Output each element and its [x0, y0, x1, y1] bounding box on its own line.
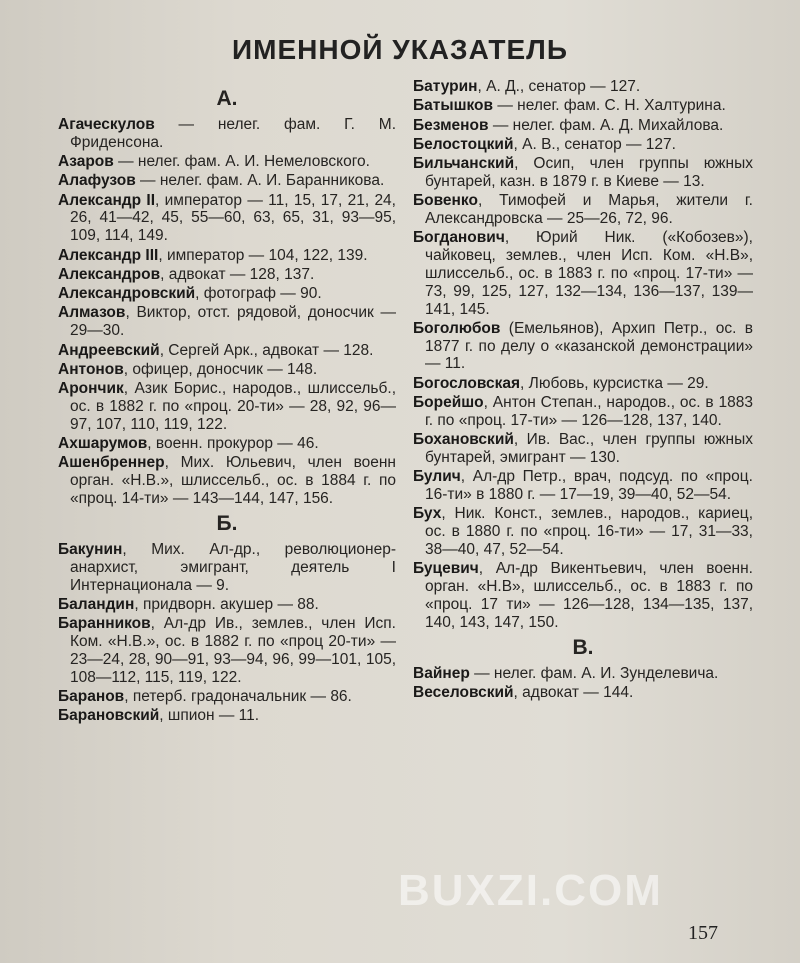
- entry-description: — нелег. фам. А. И. Немеловского.: [113, 153, 370, 171]
- entry-description: , Мих. Юльевич, член военн орган. «Н.В.», шлиссельб., ос. в 1884 г. по «проц. 14-ти» — 143—144, 147, 156.: [70, 454, 396, 507]
- entry-description: , шпион — 11.: [159, 707, 260, 725]
- index-entry: [413, 136, 753, 154]
- index-entry: [413, 684, 753, 702]
- entry-surname: Безменов: [413, 116, 489, 134]
- entry-surname: Алафузов: [58, 172, 136, 190]
- entry-description: , петерб. градоначальник — 86.: [124, 688, 352, 706]
- entry-surname: Бух: [413, 505, 442, 523]
- index-entry: [58, 454, 396, 507]
- entry-surname: Ашенбреннер: [58, 454, 165, 472]
- index-entry: [58, 285, 396, 303]
- entry-description: , придворн. акушер — 88.: [134, 596, 319, 614]
- entry-surname: Баранов: [58, 688, 125, 706]
- entry-surname: Бовенко: [413, 192, 478, 210]
- entry-description: — нелег. фам. С. Н. Халтурина.: [493, 97, 726, 115]
- page-number: 157: [688, 922, 718, 944]
- entry-surname: Алмазов: [58, 304, 126, 322]
- entry-surname: Александр II: [58, 191, 156, 209]
- index-entry: [58, 192, 396, 245]
- section-letter: В.: [572, 635, 594, 659]
- entry-description: , Осип, член группы южных бунтарей, казн. в 1879 г. в Киеве — 13.: [425, 155, 753, 190]
- entry-description: , Виктор, отст. рядовой, доносчик — 29—30.: [70, 304, 396, 340]
- entry-surname: Бакунин: [58, 541, 123, 559]
- entry-surname: Богданович: [413, 229, 505, 247]
- index-entry: [413, 155, 753, 191]
- index-entry: [413, 394, 753, 430]
- index-entry: [413, 229, 753, 318]
- entry-description: , Любовь, курсистка — 29.: [520, 374, 709, 392]
- entry-description: , А. В., сенатор — 127.: [513, 135, 676, 153]
- section-letter: Б.: [216, 512, 238, 536]
- entry-surname: Вайнер: [413, 664, 470, 682]
- index-entry: [58, 304, 396, 340]
- entry-surname: Батурин: [413, 78, 478, 95]
- entry-surname: Барановский: [58, 707, 160, 725]
- entry-surname: Андреевский: [58, 341, 160, 359]
- entry-surname: Веселовский: [413, 684, 514, 702]
- entry-description: , адвокат — 128, 137.: [160, 265, 315, 283]
- entry-description: , Ив. Вас., член группы южных бунтарей, эмигрант — 130.: [425, 431, 753, 466]
- entry-description: — нелег. фам. А. И. Баранникова.: [135, 172, 385, 190]
- entry-surname: Булич: [413, 468, 461, 486]
- entry-description: — нелег. фам. А. И. Зунделевича.: [469, 664, 719, 682]
- index-entry: [413, 560, 753, 631]
- entry-surname: Баранников: [58, 615, 151, 633]
- index-column-right: [413, 78, 753, 704]
- index-entry: [58, 615, 396, 686]
- page-title: ИМЕННОЙ УКАЗАТЕЛЬ: [232, 34, 568, 65]
- entry-description: — нелег. фам. Г. М. Фриденсона.: [70, 116, 396, 151]
- index-entry: [58, 541, 396, 594]
- entry-description: , Антон Степан., народов., ос. в 1883 г. по «проц. 17-ти» — 126—128, 137, 140.: [425, 394, 753, 429]
- entry-description: , Ал-др Петр., врач, подсуд. по «проц. 16-ти» в 1880 г. — 17—19, 39—40, 52—54.: [425, 468, 753, 504]
- entry-surname: Александров: [58, 265, 161, 283]
- entry-surname: Арончик: [58, 380, 124, 398]
- entry-surname: Бохановский: [413, 431, 514, 449]
- index-entry: [413, 78, 753, 96]
- index-entry: [58, 688, 396, 706]
- section-letter: А.: [216, 87, 238, 110]
- entry-description: , офицер, доносчик — 148.: [123, 360, 318, 378]
- entry-surname: Борейшо: [413, 394, 484, 412]
- index-entry: [413, 665, 753, 683]
- entry-description: (Емельянов), Архип Петр., ос. в 1877 г. по делу о «казанской демонстрации» — 11.: [425, 319, 753, 373]
- entry-surname: Александровский: [58, 285, 196, 303]
- entry-description: , Ал-др Викентьевич, член военн. орган. «Н.В», шлиссельб., ос. в 1883 г. по «проц. 17 ти» — 126—128, 134—135, 137, 140, 143, 147, 150.: [425, 560, 753, 631]
- entry-surname: Боголюбов: [413, 319, 501, 337]
- entry-surname: Бильчанский: [413, 155, 515, 173]
- entry-surname: Азаров: [58, 153, 114, 171]
- index-entry: [413, 375, 753, 393]
- index-entry: [58, 361, 396, 379]
- entry-description: , император — 11, 15, 17, 21, 24, 26, 41—42, 45, 55—60, 63, 65, 31, 93—95, 109, 114, 149.: [70, 191, 396, 245]
- index-entry: [58, 342, 396, 360]
- watermark: BUXZI.COM: [398, 866, 663, 915]
- index-entry: [58, 435, 396, 453]
- entry-surname: Ахшарумов: [58, 435, 148, 453]
- index-entry: [413, 117, 753, 135]
- entry-surname: Баландин: [58, 596, 135, 614]
- index-entry: [413, 320, 753, 373]
- entry-description: — нелег. фам. А. Д. Михайлова.: [488, 116, 724, 134]
- entry-surname: Белостоцкий: [413, 135, 514, 153]
- entry-surname: Агаческулов: [58, 116, 155, 133]
- index-entry: [413, 97, 753, 115]
- entry-description: , Ал-др Ив., землев., член Исп. Ком. «Н.В.», ос. в 1882 г. по «проц 20-ти» — 23—24, 28, 90—91, 93—94, 96, 99—101, 105, 108—112, 115, 119, 122.: [70, 615, 396, 686]
- entry-description: , Азик Борис., народов., шлиссельб., ос. в 1882 г. по «проц. 20-ти» — 28, 92, 96—97, 107, 110, 119, 122.: [70, 380, 396, 433]
- entry-description: , А. Д., сенатор — 127.: [477, 78, 641, 95]
- entry-description: , военн. прокурор — 46.: [147, 435, 319, 453]
- index-entry: [58, 247, 396, 265]
- entry-description: , император — 104, 122, 139.: [158, 246, 368, 264]
- index-entry: [413, 431, 753, 467]
- index-entry: [58, 266, 396, 284]
- entry-surname: Батышков: [413, 97, 494, 115]
- entry-surname: Богословская: [413, 374, 521, 392]
- entry-surname: Антонов: [58, 360, 124, 378]
- entry-description: , Мих. Ал-др., революционер-анархист, эмигрант, деятель I Интернационала — 9.: [70, 541, 396, 594]
- entry-description: , адвокат — 144.: [513, 684, 634, 702]
- entry-description: , Тимофей и Марья, жители г. Александровска — 25—26, 72, 96.: [425, 192, 753, 228]
- entry-surname: Александр III: [58, 246, 159, 264]
- index-entry: [58, 596, 396, 614]
- entry-description: , фотограф — 90.: [195, 285, 322, 303]
- index-entry: [58, 707, 396, 725]
- entry-description: , Сергей Арк., адвокат — 128.: [159, 341, 374, 359]
- index-entry: [413, 505, 753, 558]
- entry-surname: Буцевич: [413, 560, 479, 578]
- index-entry: [413, 468, 753, 504]
- index-entry: [58, 172, 396, 190]
- index-entry: [58, 153, 396, 171]
- index-entry: [413, 192, 753, 228]
- index-column-left: [58, 84, 396, 727]
- index-entry: [58, 116, 396, 152]
- entry-description: , Юрий Ник. («Кобозев»), чайковец, землев., член Исп. Ком. «Н.В», шлиссельб., ос. в 1883 г. по «проц. 17-ти» — 73, 99, 125, 127, 132—134, 136—137, 139—141, 145.: [425, 229, 753, 318]
- entry-description: , Ник. Конст., землев., народов., кариец, ос. в 1880 г. по «проц. 16-ти» — 17, 31—33, 38—40, 47, 52—54.: [425, 505, 753, 558]
- index-entry: [58, 380, 396, 433]
